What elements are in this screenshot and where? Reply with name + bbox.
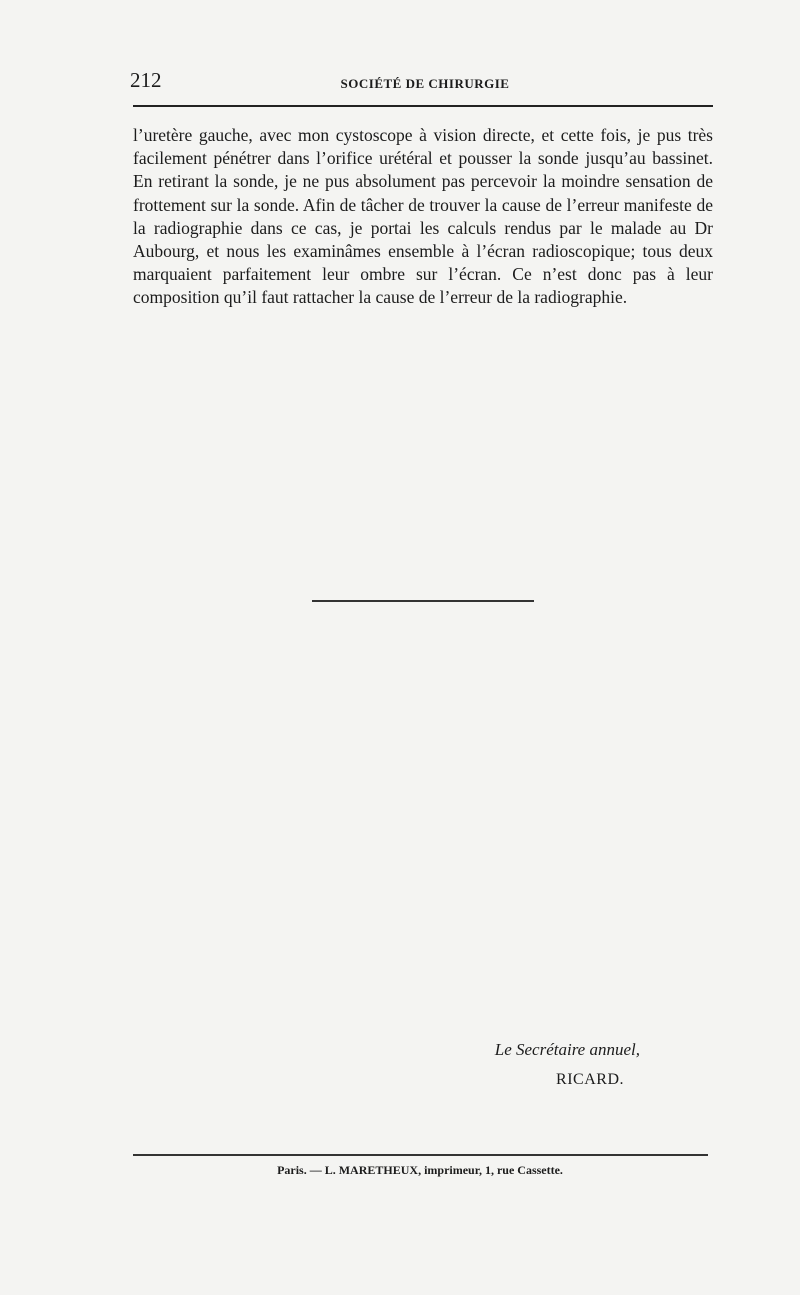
footer-rule — [133, 1154, 708, 1156]
header-rule — [133, 105, 713, 107]
signature-name: RICARD. — [556, 1071, 624, 1088]
body-text — [133, 124, 713, 310]
section-end-rule — [312, 600, 534, 602]
body-paragraph: l’uretère gauche, avec mon cystoscope à vision directe, et cette fois, je pus très facilement pénétrer dans l’orifice urétéral et pousser la sonde jusqu’au bassinet. En retirant la sonde, je ne pus absolument pas percevoir la moindre sensation de frottement sur la sonde. Afin de tâcher de trouver la cause de l’erreur manifeste de la radiographie dans ce cas, je portai les calculs rendus par le malade au Dr Aubourg, et nous les examinâmes ensemble à l’écran radioscopique; tous deux marquaient parfaitement leur ombre sur l’écran. Ce n’est donc pas à leur composition qu’il faut rattacher la cause de l’erreur de la radiographie. — [133, 125, 713, 308]
page-number: 212 — [130, 68, 162, 92]
printer-imprint: Paris. — L. MARETHEUX, imprimeur, 1, rue Cassette. — [277, 1163, 563, 1177]
signature-title: Le Secrétaire annuel, — [494, 1040, 640, 1059]
running-title: SOCIÉTÉ DE CHIRURGIE — [340, 76, 510, 91]
